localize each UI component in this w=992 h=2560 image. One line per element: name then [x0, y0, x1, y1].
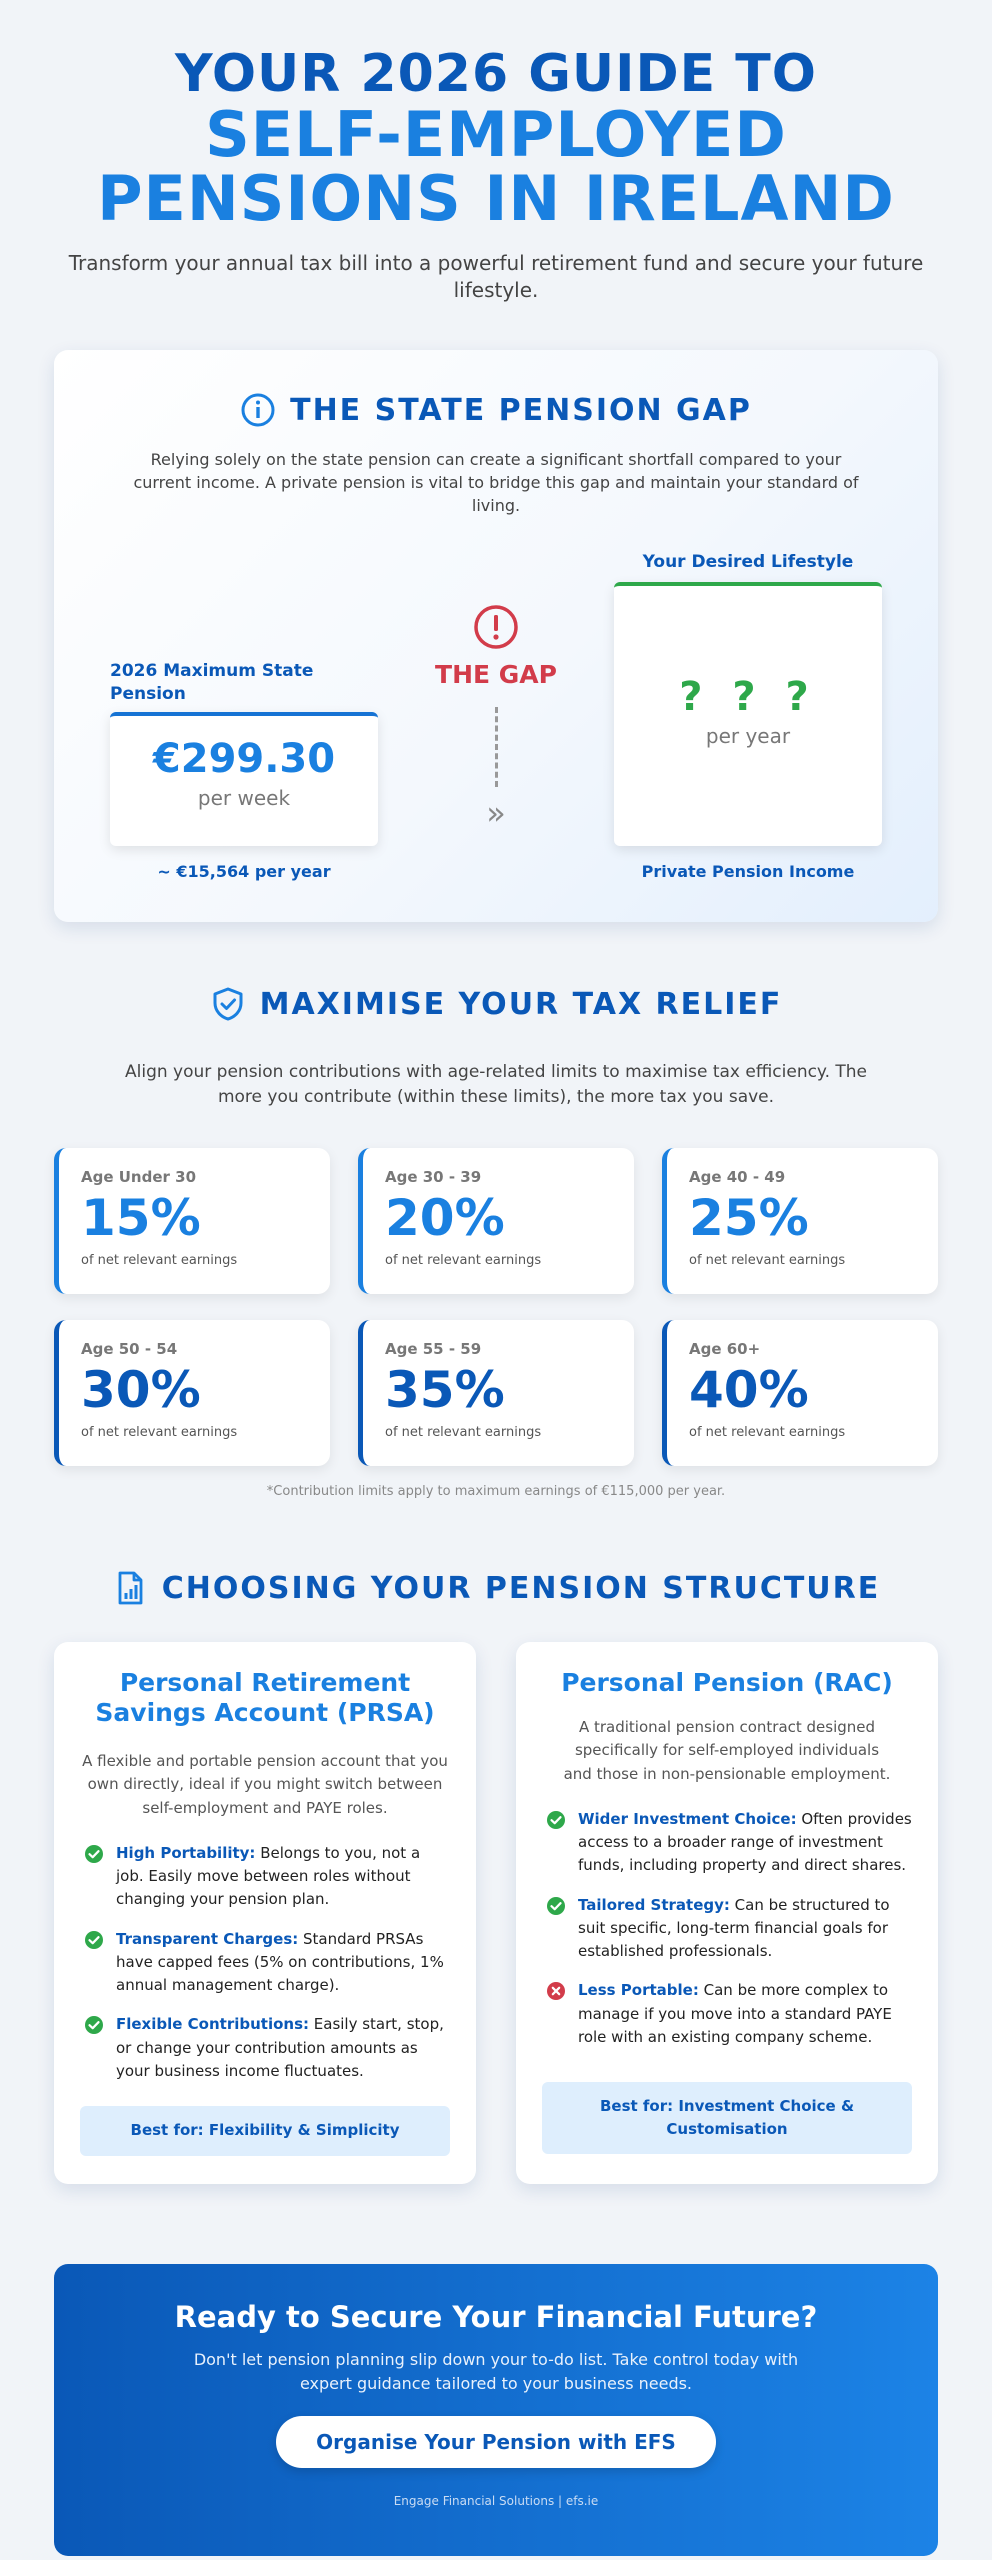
- prsa-card: [54, 1642, 476, 2184]
- tax-footnote: *Contribution limits apply to maximum earnings of €115,000 per year.: [266, 1484, 726, 1499]
- gap-description: Relying solely on the state pension can create a significant shortfall compared to your current income. A private pension is vital to bridge this gap and maintain your standard of living.: [133, 450, 859, 516]
- gap-indicator: [426, 604, 566, 832]
- list-item-text: [116, 1928, 452, 1998]
- list-item-text: [578, 1979, 914, 2049]
- warning-circle-icon: [473, 604, 519, 650]
- tax-tier-age: Age 55 - 59: [385, 1340, 482, 1358]
- structure-title-text: CHOOSING YOUR PENSION STRUCTURE: [161, 1570, 881, 1606]
- gap-label: THE GAP: [435, 660, 557, 689]
- title-line-2: SELF-EMPLOYED: [205, 98, 787, 171]
- rac-best-for-badge: Best for: Investment Choice & Customisation: [542, 2082, 912, 2154]
- list-item-body: Can be structured to suit specific, long-term financial goals for established professionals.: [578, 1895, 890, 1960]
- tax-tier-note: of net relevant earnings: [81, 1424, 238, 1440]
- prsa-title: Personal Retirement Savings Account (PRSA): [95, 1668, 435, 1727]
- check-circle-icon: [546, 1896, 566, 1916]
- list-item-body: Can be more complex to manage if you move into a standard PAYE role with an existing company scheme.: [578, 1981, 892, 2046]
- desired-lifestyle-box: [614, 582, 882, 846]
- organise-pension-button[interactable]: Organise Your Pension with EFS: [276, 2416, 716, 2468]
- list-item-heading: Wider Investment Choice:: [578, 1809, 797, 1828]
- tax-tier-percent: 30%: [81, 1361, 201, 1419]
- state-pension-annual: ~ €15,564 per year: [157, 862, 331, 881]
- tax-tier-card: [662, 1320, 938, 1466]
- prsa-benefits-list: [84, 1842, 452, 2083]
- list-item: [546, 1894, 914, 1964]
- structure-section-title: [0, 1570, 992, 1606]
- tax-section-title: [0, 986, 992, 1022]
- list-item-text: [578, 1894, 914, 1964]
- list-item: [84, 2013, 452, 2083]
- check-circle-icon: [84, 2015, 104, 2035]
- tax-tier-percent: 25%: [689, 1189, 809, 1247]
- gap-title-text: THE STATE PENSION GAP: [290, 392, 752, 428]
- cta-text: Don't let pension planning slip down your to-do list. Take control today with expert guidance tailored to your business needs.: [193, 2350, 799, 2393]
- tax-tier-note: of net relevant earnings: [689, 1424, 846, 1440]
- document-chart-icon: [112, 1570, 148, 1606]
- tax-tier-card: [54, 1148, 330, 1294]
- tax-tier-age: Age Under 30: [81, 1168, 197, 1186]
- tax-tier-age: Age 50 - 54: [81, 1340, 178, 1358]
- check-circle-icon: [84, 1844, 104, 1864]
- tax-tier-card: [54, 1320, 330, 1466]
- state-pension-period: per week: [197, 786, 291, 810]
- state-pension-label: 2026 Maximum State Pension: [110, 661, 314, 704]
- desired-lifestyle-period: per year: [705, 724, 791, 748]
- prsa-description: A flexible and portable pension account that you own directly, ideal if you might switch between self-employment and PAYE roles.: [82, 1752, 448, 1817]
- tax-tier-age: Age 60+: [689, 1340, 761, 1358]
- list-item-body: Standard PRSAs have capped fees (5% on contributions, 1% annual management charge).: [116, 1929, 444, 1994]
- tax-tier-percent: 15%: [81, 1189, 201, 1247]
- prsa-best-for-badge: Best for: Flexibility & Simplicity: [80, 2106, 450, 2156]
- tax-tier-note: of net relevant earnings: [385, 1424, 542, 1440]
- tax-tier-note: of net relevant earnings: [81, 1252, 238, 1268]
- tax-tier-age: Age 30 - 39: [385, 1168, 482, 1186]
- private-pension-income-label: Private Pension Income: [641, 862, 855, 881]
- list-item-text: [578, 1808, 914, 1878]
- desired-lifestyle-amount: ? ? ?: [679, 674, 817, 720]
- x-circle-icon: [546, 1981, 566, 2001]
- gap-section-title: [54, 392, 938, 428]
- title-line-1: YOUR 2026 GUIDE TO: [175, 44, 817, 104]
- double-chevron-right-icon: »: [486, 794, 506, 832]
- cta-footer: Engage Financial Solutions | efs.ie: [393, 2494, 599, 2508]
- tax-description: Align your pension contributions with age-related limits to maximise tax efficiency. The more you contribute (within these limits), the more tax you save.: [125, 1062, 867, 1107]
- hero-header: [0, 44, 992, 304]
- list-item-heading: Transparent Charges:: [116, 1929, 299, 1948]
- title-line-3: PENSIONS IN IRELAND: [97, 162, 895, 235]
- tax-tier-percent: 35%: [385, 1361, 505, 1419]
- cta-title: Ready to Secure Your Financial Future?: [174, 2300, 818, 2334]
- shield-check-icon: [210, 986, 246, 1022]
- tax-tier-percent: 40%: [689, 1361, 809, 1419]
- tax-tier-card: [358, 1148, 634, 1294]
- tax-tier-card: [358, 1320, 634, 1466]
- list-item: [546, 1979, 914, 2049]
- rac-card: [516, 1642, 938, 2184]
- rac-benefits-list: [546, 1808, 914, 2049]
- tax-tier-percent: 20%: [385, 1189, 505, 1247]
- check-circle-icon: [84, 1930, 104, 1950]
- list-item-heading: Tailored Strategy:: [578, 1895, 730, 1914]
- tax-title-text: MAXIMISE YOUR TAX RELIEF: [259, 986, 783, 1022]
- state-pension-gap-card: [54, 350, 938, 922]
- tax-tier-age: Age 40 - 49: [689, 1168, 786, 1186]
- list-item-text: [116, 1842, 452, 1912]
- rac-description: A traditional pension contract designed specifically for self-employed individuals and those in non-pensionable employment.: [563, 1718, 891, 1783]
- gap-dashed-line: [495, 707, 498, 787]
- info-circle-icon: [240, 392, 276, 428]
- desired-lifestyle-label: Your Desired Lifestyle: [642, 552, 854, 572]
- tax-tier-note: of net relevant earnings: [689, 1252, 846, 1268]
- state-pension-amount: €299.30: [152, 736, 336, 782]
- tax-tier-note: of net relevant earnings: [385, 1252, 542, 1268]
- list-item: [546, 1808, 914, 1878]
- check-circle-icon: [546, 1810, 566, 1830]
- list-item-heading: High Portability:: [116, 1843, 256, 1862]
- state-pension-box: [110, 712, 378, 846]
- rac-title: Personal Pension (RAC): [561, 1668, 893, 1697]
- tax-tier-card: [662, 1148, 938, 1294]
- list-item-body: Easily start, stop, or change your contribution amounts as your business income fluctuates.: [116, 2015, 444, 2080]
- list-item-body: Often provides access to a broader range of investment funds, including property and direct shares.: [578, 1809, 912, 1875]
- list-item: [84, 1928, 452, 1998]
- list-item: [84, 1842, 452, 1912]
- list-item-text: [116, 2013, 452, 2083]
- list-item-heading: Flexible Contributions:: [116, 2015, 309, 2034]
- list-item-body: Belongs to you, not a job. Easily move between roles without changing your pension plan.: [116, 1843, 421, 1909]
- hero-subtitle: Transform your annual tax bill into a powerful retirement fund and secure your future lifestyle.: [68, 251, 924, 302]
- cta-banner: [54, 2264, 938, 2556]
- page-title: [0, 44, 992, 235]
- list-item-heading: Less Portable:: [578, 1981, 699, 2000]
